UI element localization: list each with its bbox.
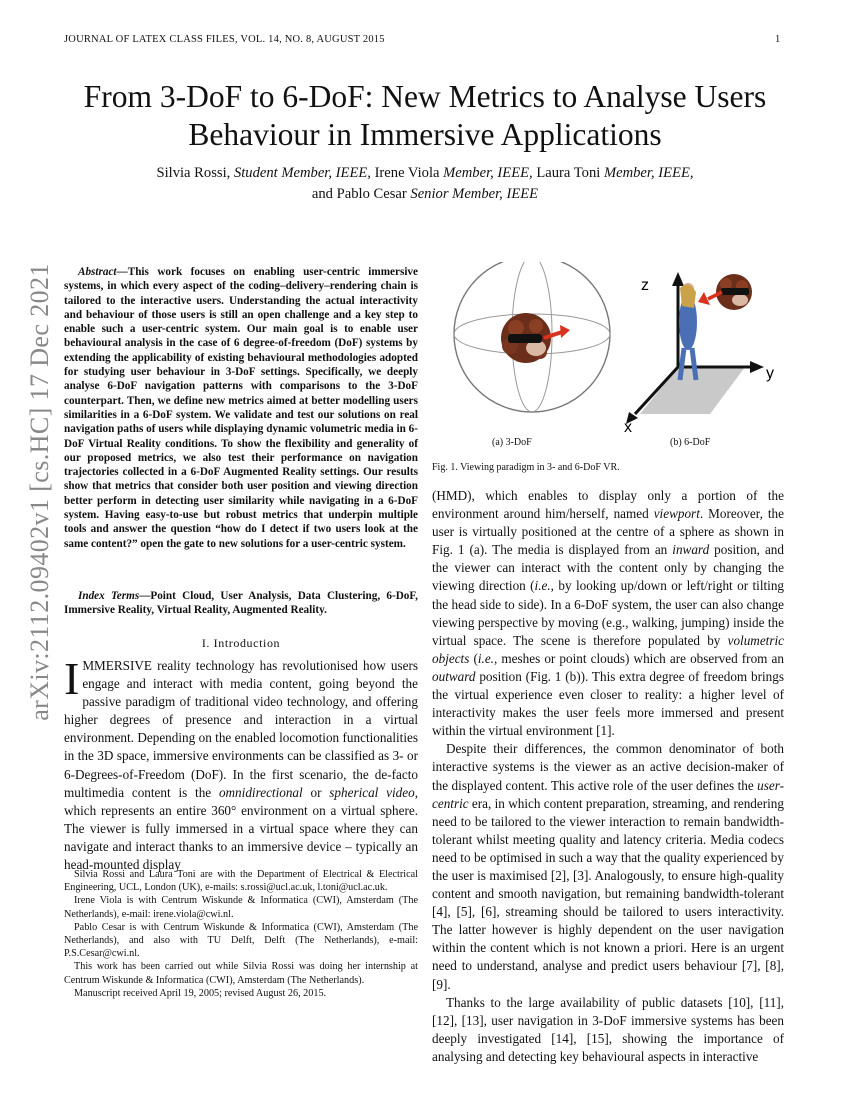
text-run: position, and the viewer can interact with the content only by changing the viewing direction ( bbox=[432, 542, 784, 594]
figure-1-illustration bbox=[440, 262, 790, 432]
em-outward: outward bbox=[432, 668, 476, 684]
em-viewport: viewport bbox=[653, 506, 700, 522]
text-run: position (Fig. 1 (b)). This extra degree of freedom brings the virtual experience even closer to reality: a higher level of interactivity makes the user feels more immersed and present within the virtual environment [1]. bbox=[432, 668, 784, 739]
intro-em-spherical: spherical video bbox=[329, 784, 415, 800]
footnote: Silvia Rossi and Laura Toni are with the Department of Electrical & Electrical Engineering, UCL, London (UK), e-mails: s.rossi@ucl.ac.uk, l.toni@ucl.ac.uk. bbox=[64, 869, 418, 894]
text-run: (HMD), which enables to display only a portion of the environment around him/herself, named bbox=[432, 488, 784, 522]
em-user-centric: user-centric bbox=[432, 777, 784, 811]
author-viola: Irene Viola bbox=[370, 165, 444, 181]
abstract-label: Abstract bbox=[78, 266, 117, 278]
intro-text-c: , which represents an entire 360° environment on a virtual sphere. The viewer is fully immersed in a virtual space where they can navigate and interact thanks to an immersive device – typically an head-mounted display bbox=[64, 784, 418, 873]
figure-caption: Fig. 1. Viewing paradigm in 3- and 6-DoF VR. bbox=[432, 462, 620, 473]
author-list bbox=[60, 163, 790, 205]
text-run: , meshes or point clouds) which are observed from an bbox=[493, 650, 784, 666]
intro-lead: MMERSIVE bbox=[82, 658, 152, 673]
page-number: 1 bbox=[775, 34, 781, 45]
intro-em-omnidirectional: omnidirectional bbox=[218, 784, 303, 800]
abstract bbox=[64, 265, 418, 551]
right-column-body bbox=[432, 487, 784, 1066]
author-rossi-role: Student Member, IEEE, bbox=[233, 165, 371, 181]
abstract-text: —This work focuses on enabling user-centric immersive systems, in which every aspect of the coding–delivery–rendering chain is tailored to the interactive users. Understanding the actual interactivity and behaviour of those users is still an open challenge and a key step to enable such a user-centric system. Our main goal is to enable user behavioural analysis in the case of 6 degree-of-freedom (DoF) systems by extending the applicability of existing behavioural methodologies adopted for studying user behaviour in 3-DoF settings. Specifically, we deeply analyse 6-DoF navigation patterns with comparisons to the 3-DoF counterpart. Then, we define new metrics aimed at better modelling users similarities in a 6-DoF system. We validate and test our solutions on real navigation paths of users while displaying dynamic volumetric media in 6-DoF Virtual Reality conditions. To show the flexibility and generality of our proposed metrics, we also test their performance on navigation trajectories collected in a 6-DoF Augmented Reality settings. Our results show that metrics that consider both user position and viewing direction better perform in detecting user similarity while navigating in a 6-DoF system. Having easy-to-use but robust metrics that underpin multiple tools and answer the question “how do I detect if two users look at the same content?” open the gate to new solutions for a user-centric system. bbox=[64, 266, 418, 550]
footnote: Irene Viola is with Centrum Wiskunde & Informatica (CWI), Amsterdam (The Netherlands), e-mail: irene.viola@cwi.nl. bbox=[64, 895, 418, 920]
text-run: , by looking up/down or left/right or tilting the head side to side). In a 6-DoF system, the user can also change viewing perspective by moving (e.g., walking, jumping) inside the virtual space. The scene is therefore populated by bbox=[432, 578, 785, 648]
index-terms bbox=[64, 589, 418, 618]
axis-label-x: x bbox=[624, 419, 632, 432]
author-toni: Laura Toni bbox=[532, 165, 604, 181]
subfigure-a-label: (a) 3-DoF bbox=[492, 437, 532, 448]
em-volumetric-objects: volumetric objects bbox=[432, 632, 784, 666]
text-run: Despite their differences, the common denominator of both interactive systems is the viewer as an active decision-maker of the displayed content. This active role of the user defines the bbox=[432, 741, 784, 793]
em-ie: i.e. bbox=[534, 578, 551, 594]
arxiv-stamp-text: arXiv:2112.09402v1 [cs.HC] 17 Dec 2021 bbox=[25, 263, 54, 721]
intro-text-a: reality technology has revolutionised how users engage and interact with media content, going beyond the passive paradigm of traditional video technology, and offering higher degrees of presence and interaction in a virtual environment. Depending on the enabled locomotion functionalities in the 3D space, immersive environments can be classified as 3- or 6-Degrees-of-Freedom (DoF). In the first scenario, the de-facto multimedia content is the bbox=[64, 658, 418, 800]
paper-title: From 3-DoF to 6-DoF: New Metrics to Analyse Users Behaviour in Immersive Applications bbox=[83, 79, 767, 152]
text-run: ( bbox=[469, 650, 478, 666]
em-ie: i.e. bbox=[477, 650, 494, 666]
sphere-3dof-diagram bbox=[454, 262, 610, 412]
axis-label-z: z bbox=[641, 277, 649, 294]
section-heading: I. Introduction bbox=[201, 636, 281, 650]
body-paragraph bbox=[432, 487, 784, 740]
author-viola-role: Member, IEEE, bbox=[443, 165, 533, 181]
text-run: era, in which content preparation, streaming, and rendering need to be tailored to the viewer interaction to remain bandwidth-tolerant whilst meeting quality and latency criteria. Media codecs need to be optimised in such a way that the quality experienced by the user is maximised [2], [3]. Analogously, to ensure high-quality content and smooth navigation, but remaining bandwidth-tolerant [4], [5], [6], streaming should be tailored to users interactivity. The latter however is highly dependent on the user navigation within the content which is not known a priori. Here is an urgent need to understand, analyse and predict users behaviour [7], [8], [9]. bbox=[432, 795, 784, 992]
subfigure-b-label: (b) 6-DoF bbox=[670, 437, 711, 448]
author-cesar-role: Senior Member, IEEE bbox=[410, 186, 539, 202]
axis-label-y: y bbox=[766, 365, 774, 382]
author-rossi: Silvia Rossi, bbox=[156, 165, 234, 181]
footnote: Pablo Cesar is with Centrum Wiskunde & Informatica (CWI), Amsterdam (The Netherlands), and also with TU Delft, Delft (The Netherlands), e-mail: P.S.Cesar@cwi.nl. bbox=[64, 921, 418, 960]
footnote: Manuscript received April 19, 2005; revised August 26, 2015. bbox=[74, 987, 327, 999]
text-run: . Moreover, the user is virtually positioned at the centre of a sphere as shown in Fig. 1 (a). The media is displayed from an bbox=[432, 506, 784, 558]
author-cesar: and Pablo Cesar bbox=[311, 186, 411, 202]
introduction-paragraph bbox=[64, 653, 418, 874]
axes-6dof-diagram bbox=[626, 272, 764, 424]
footnotes bbox=[64, 868, 418, 1000]
body-paragraph bbox=[432, 740, 784, 993]
em-inward: inward bbox=[672, 542, 710, 558]
footnote: This work has been carried out while Silvia Rossi was doing her internship at Centrum Wiskunde & Informatica (CWI), Amsterdam (The Netherlands). bbox=[64, 961, 418, 986]
drop-cap: I bbox=[64, 653, 80, 704]
body-paragraph: Thanks to the large availability of public datasets [10], [11], [12], [13], user navigation in 3-DoF immersive systems has been deeply investigated [14], [15], showing the importance of analysing and detecting key behavioural aspects in interactive bbox=[432, 994, 784, 1064]
running-header: JOURNAL OF LATEX CLASS FILES, VOL. 14, NO. 8, AUGUST 2015 bbox=[64, 34, 385, 45]
author-toni-role: Member, IEEE, bbox=[603, 165, 694, 181]
index-terms-label: Index Terms bbox=[78, 590, 140, 602]
intro-text-b: or bbox=[302, 784, 330, 800]
arxiv-stamp bbox=[25, 263, 54, 721]
index-terms-text: —Point Cloud, User Analysis, Data Clustering, 6-DoF, Immersive Reality, Virtual Reality, Augmented Reality. bbox=[64, 590, 418, 617]
